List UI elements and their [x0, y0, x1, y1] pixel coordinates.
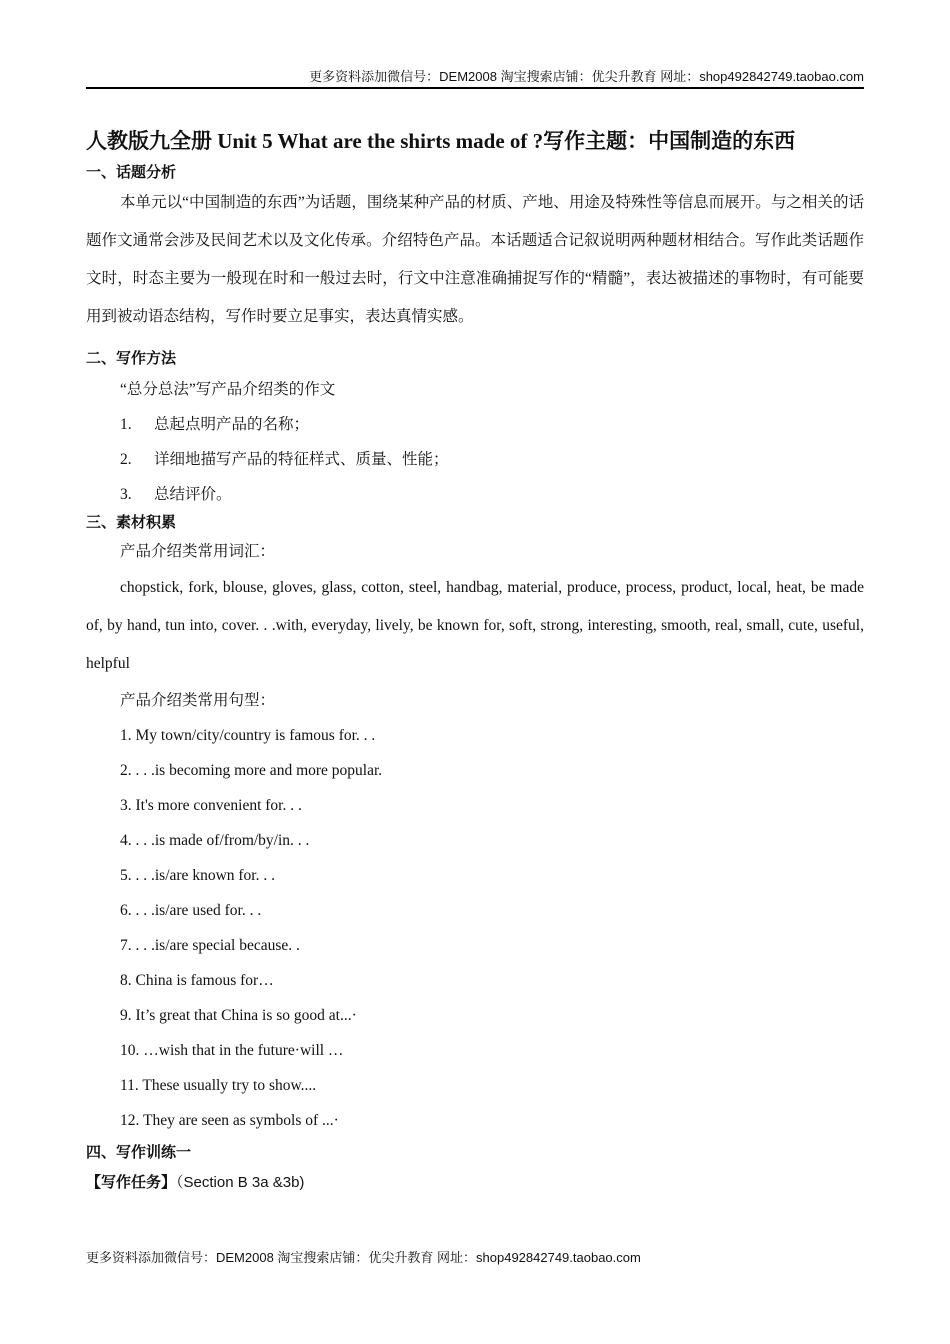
list-item: [86, 407, 864, 442]
writing-task-label: 【写作任务】: [86, 1174, 177, 1191]
list-item: 10. …wish that in the future·will …: [120, 1042, 344, 1059]
list-item: 2. . . .is becoming more and more popular.: [120, 762, 383, 779]
writing-method-steps: [86, 407, 864, 512]
page-footer: [86, 1247, 641, 1266]
list-item: [86, 442, 864, 477]
section-heading-writing-method: 二、写作方法: [86, 350, 177, 367]
list-item: [86, 477, 864, 512]
writing-task-reference: （Section B 3a &3b): [176, 1174, 305, 1191]
section-heading-writing-practice: 四、写作训练一: [86, 1144, 192, 1161]
section-heading-materials: 三、素材积累: [86, 514, 177, 531]
step-number: 1.: [120, 416, 132, 433]
list-item: 12. They are seen as symbols of ...·: [120, 1112, 339, 1129]
vocab-list: chopstick, fork, blouse, gloves, glass, cotton, steel, handbag, material, produce, process, product, local, heat, be made of, by hand, tun into, cover. . .with, everyday, lively, be known for, soft, strong, interesting, smooth, real, small, cute, useful, helpful: [86, 579, 864, 672]
step-text: 总结评价。: [154, 486, 232, 503]
list-item: 3. It's more convenient for. . .: [120, 797, 302, 814]
section-heading-topic-analysis: 一、话题分析: [86, 164, 177, 181]
vocab-label: 产品介绍类常用词汇：: [120, 543, 276, 560]
list-item: 6. . . .is/are used for. . .: [120, 902, 262, 919]
sentences-label: 产品介绍类常用句型：: [120, 692, 276, 709]
step-text: 详细地描写产品的特征样式、质量、性能；: [154, 451, 449, 468]
list-item: 5. . . .is/are known for. . .: [120, 867, 275, 884]
footer-text: 更多资料添加微信号：DEM2008 淘宝搜索店铺：优尖升教育 网址：shop492842749.taobao.com: [86, 1250, 641, 1265]
list-item: 8. China is famous for…: [120, 972, 274, 989]
step-number: 3.: [120, 486, 132, 503]
topic-analysis-paragraph: 本单元以“中国制造的东西”为话题，围绕某种产品的材质、产地、用途及特殊性等信息而展开。与之相关的话题作文通常会涉及民间艺术以及文化传承。介绍特色产品。本话题适合记叙说明两种题材相结合。写作此类话题作文时，时态主要为一般现在时和一般过去时，行文中注意准确捕捉写作的“精髓”，表达被描述的事物时，有可能要用到被动语态结构，写作时要立足事实，表达真情实感。: [86, 194, 864, 325]
document-title: 人教版九全册 Unit 5 What are the shirts made of ?写作主题：中国制造的东西: [86, 129, 796, 153]
document-body: [86, 126, 864, 1198]
step-number: 2.: [120, 451, 132, 468]
list-item: 7. . . .is/are special because. .: [120, 937, 300, 954]
header-text: 更多资料添加微信号：DEM2008 淘宝搜索店铺：优尖升教育 网址：shop492842749.taobao.com: [309, 69, 864, 84]
writing-method-intro: “总分总法”写产品介绍类的作文: [120, 381, 336, 398]
list-item: 11. These usually try to show....: [120, 1077, 317, 1094]
step-text: 总起点明产品的名称；: [154, 416, 310, 433]
list-item: 9. It’s great that China is so good at...·: [120, 1007, 357, 1024]
list-item: 4. . . .is made of/from/by/in. . .: [120, 832, 310, 849]
sentence-list: [86, 718, 864, 1138]
writing-task-line: [86, 1168, 864, 1198]
page-header: [86, 68, 864, 89]
list-item: 1. My town/city/country is famous for. . .: [120, 727, 376, 744]
